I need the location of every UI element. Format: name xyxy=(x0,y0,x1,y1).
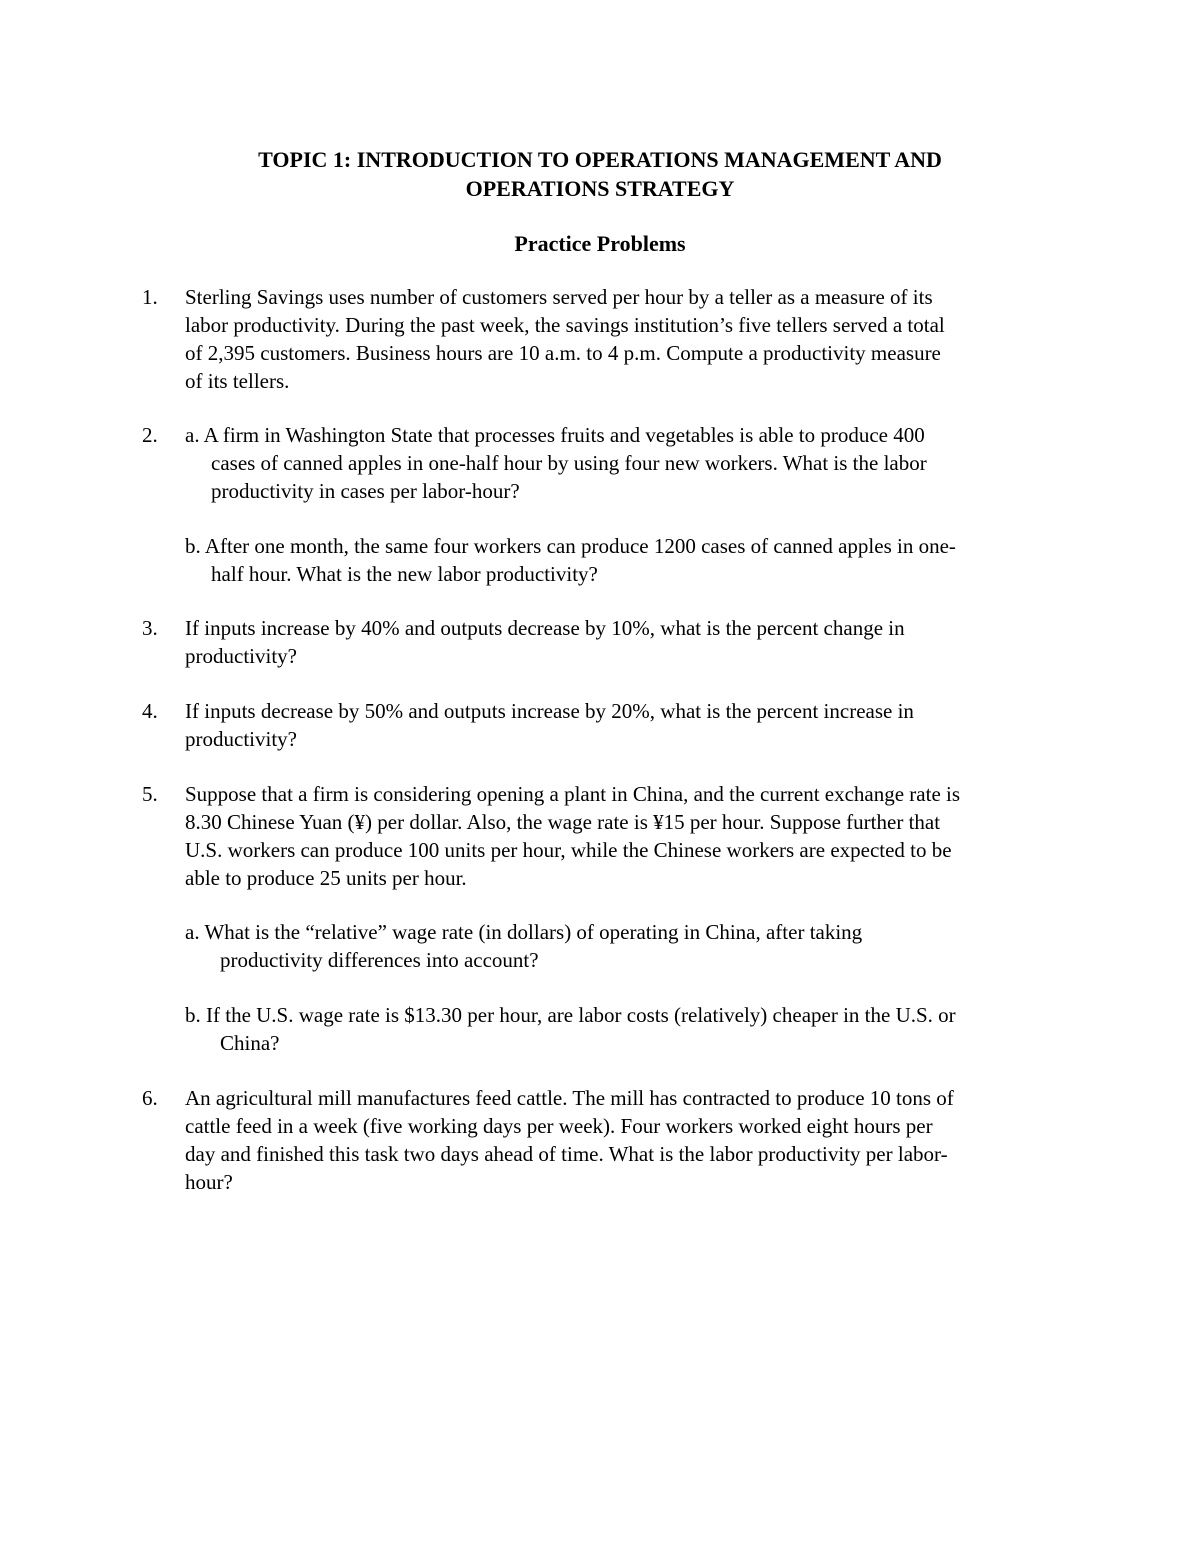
problem-number: 3. xyxy=(142,616,158,640)
problem-text-line: half hour. What is the new labor productivity? xyxy=(211,562,598,586)
problem-text-line: China? xyxy=(220,1031,280,1055)
document-subtitle: Practice Problems xyxy=(514,231,686,256)
problem-text-line: of its tellers. xyxy=(185,369,290,393)
problem-text-line: productivity differences into account? xyxy=(220,948,539,972)
problem-text-line: a. What is the “relative” wage rate (in dollars) of operating in China, after taking xyxy=(185,920,863,944)
problem-number: 2. xyxy=(142,423,158,447)
problem-text-line: cattle feed in a week (five working days per week). Four workers worked eight hours per xyxy=(185,1114,933,1138)
problem-text-line: of 2,395 customers. Business hours are 10 a.m. to 4 p.m. Compute a productivity measure xyxy=(185,341,941,365)
problem-text-line: Sterling Savings uses number of customers served per hour by a teller as a measure of its xyxy=(185,285,933,309)
document-title-line-2: OPERATIONS STRATEGY xyxy=(465,176,735,201)
problem-text-line: Suppose that a firm is considering opening a plant in China, and the current exchange rate is xyxy=(185,782,961,806)
problem-text-line: b. If the U.S. wage rate is $13.30 per hour, are labor costs (relatively) cheaper in the U.S. or xyxy=(185,1003,956,1027)
problem-text-line: a. A firm in Washington State that processes fruits and vegetables is able to produce 400 xyxy=(185,423,925,447)
problem-text-line: productivity? xyxy=(185,727,297,751)
problem-text-line: productivity? xyxy=(185,644,297,668)
problem-text-line: If inputs decrease by 50% and outputs increase by 20%, what is the percent increase in xyxy=(185,699,914,723)
problem-text-line: able to produce 25 units per hour. xyxy=(185,866,467,890)
problem-text-line: An agricultural mill manufactures feed cattle. The mill has contracted to produce 10 tons of xyxy=(185,1086,954,1110)
problem-text-line: b. After one month, the same four workers can produce 1200 cases of canned apples in one- xyxy=(185,534,956,558)
problem-text-line: productivity in cases per labor-hour? xyxy=(211,479,520,503)
problem-text-line: If inputs increase by 40% and outputs decrease by 10%, what is the percent change in xyxy=(185,616,905,640)
problem-text-line: day and finished this task two days ahead of time. What is the labor productivity per labor- xyxy=(185,1142,948,1166)
problem-number: 5. xyxy=(142,782,158,806)
problem-number: 1. xyxy=(142,285,158,309)
problem-text-line: U.S. workers can produce 100 units per hour, while the Chinese workers are expected to be xyxy=(185,838,952,862)
problem-number: 4. xyxy=(142,699,158,723)
problem-text-line: 8.30 Chinese Yuan (¥) per dollar. Also, the wage rate is ¥15 per hour. Suppose further that xyxy=(185,810,941,834)
problem-number: 6. xyxy=(142,1086,158,1110)
problem-text-line: cases of canned apples in one-half hour by using four new workers. What is the labor xyxy=(211,451,927,475)
problem-text-line: labor productivity. During the past week, the savings institution’s five tellers served a total xyxy=(185,313,945,337)
document-title-line-1: TOPIC 1: INTRODUCTION TO OPERATIONS MANAGEMENT AND xyxy=(258,147,942,172)
problem-text-line: hour? xyxy=(185,1170,233,1194)
